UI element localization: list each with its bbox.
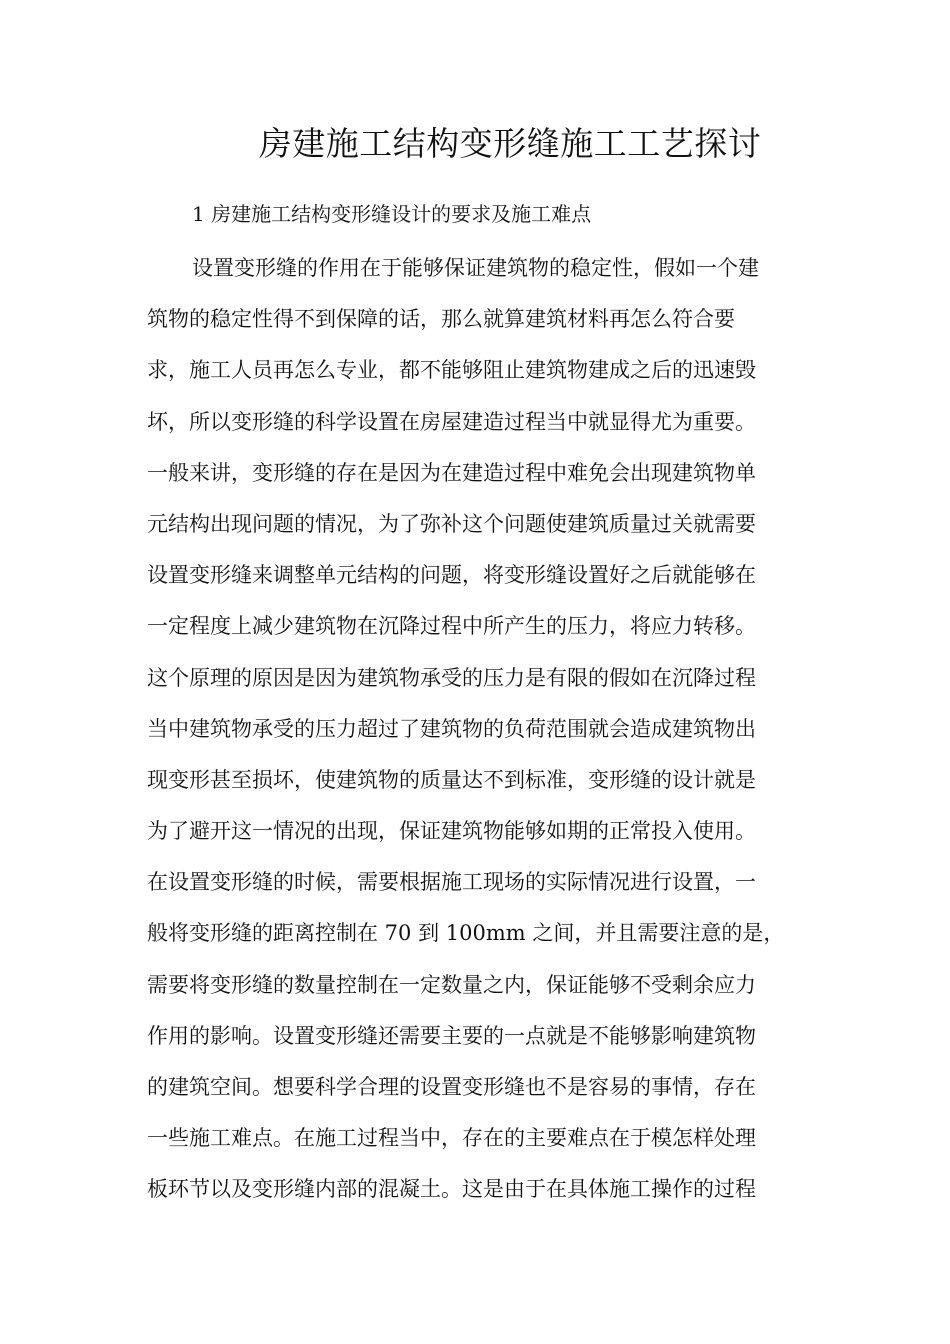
body-line: 作用的影响。设置变形缝还需要主要的一点就是不能够影响建筑物 bbox=[147, 1023, 756, 1048]
section-heading: 1 房建施工结构变形缝设计的要求及施工难点 bbox=[192, 202, 592, 226]
body-line: 一般来讲，变形缝的存在是因为在建造过程中难免会出现建筑物单 bbox=[147, 460, 756, 485]
body-line: 设置变形缝来调整单元结构的问题，将变形缝设置好之后就能够在 bbox=[147, 563, 756, 588]
body-line: 的建筑空间。想要科学合理的设置变形缝也不是容易的事情，存在 bbox=[147, 1075, 756, 1099]
body-line: 设置变形缝的作用在于能够保证建筑物的稳定性，假如一个建 bbox=[192, 256, 759, 280]
body-line: 当中建筑物承受的压力超过了建筑物的负荷范围就会造成建筑物出 bbox=[147, 716, 756, 741]
body-line: 这个原理的原因是因为建筑物承受的压力是有限的假如在沉降过程 bbox=[147, 665, 756, 690]
body-line: 一定程度上减少建筑物在沉降过程中所产生的压力，将应力转移。 bbox=[147, 614, 756, 639]
body-line: 为了避开这一情况的出现，保证建筑物能够如期的正常投入使用。 bbox=[147, 819, 756, 844]
body-line: 筑物的稳定性得不到保障的话，那么就算建筑材料再怎么符合要 bbox=[147, 307, 735, 332]
body-line: 板环节以及变形缝内部的混凝土。这是由于在具体施工操作的过程 bbox=[147, 1177, 756, 1202]
body-line: 需要将变形缝的数量控制在一定数量之内，保证能够不受剩余应力 bbox=[147, 972, 756, 997]
body-line: 求，施工人员再怎么专业，都不能够阻止建筑物建成之后的迅速毁 bbox=[147, 358, 756, 383]
body-paragraph bbox=[147, 248, 807, 1221]
body-line: 元结构出现问题的情况，为了弥补这个问题使建筑质量过关就需要 bbox=[147, 511, 756, 536]
body-line: 坏，所以变形缝的科学设置在房屋建造过程当中就显得尤为重要。 bbox=[147, 409, 756, 434]
body-line: 在设置变形缝的时候，需要根据施工现场的实际情况进行设置，一 bbox=[147, 870, 756, 895]
body-line: 现变形甚至损坏，使建筑物的质量达不到标准，变形缝的设计就是 bbox=[147, 767, 756, 792]
document-title: 房建施工结构变形缝施工工艺探讨 bbox=[258, 124, 762, 163]
body-line: 般将变形缝的距离控制在 70 到 100mm 之间，并且需要注意的是， bbox=[147, 921, 785, 946]
body-line: 一些施工难点。在施工过程当中，存在的主要难点在于模怎样处理 bbox=[147, 1126, 756, 1151]
